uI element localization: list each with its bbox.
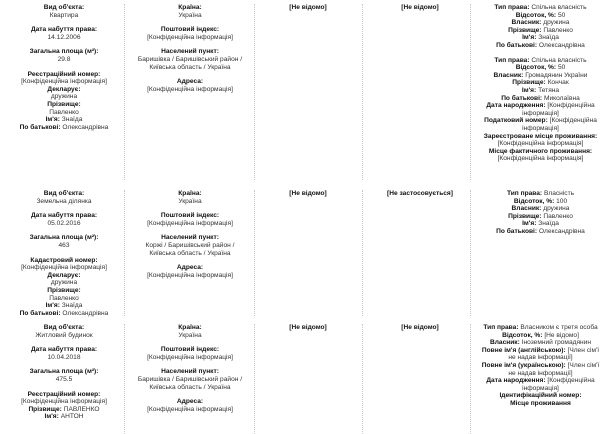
- object-column: [8, 324, 120, 421]
- settlement-value: Баришівка / Баришівський район / Київська область / Україна: [137, 55, 243, 71]
- acq-date-value: 10.04.2018: [47, 353, 81, 361]
- share-value: 100: [556, 197, 568, 205]
- reg-no-label: Реєстраційний номер:: [27, 70, 101, 78]
- owner-value: Іноземний громадянин: [521, 339, 592, 347]
- postal-label: Поштовий індекс:: [160, 26, 220, 34]
- value-status: [Не застосовується]: [387, 190, 453, 197]
- birth-date-value: [Конфіденційна інформація]: [522, 102, 595, 117]
- acq-date-value: 05.02.2016: [47, 219, 81, 227]
- object-type-label: Вид об'єкта:: [43, 4, 85, 11]
- object-type-value: Земельна ділянка: [36, 197, 92, 205]
- rights-column: [478, 190, 603, 236]
- postal-value: [Конфіденційна інформація]: [147, 219, 233, 227]
- address-value: [Конфіденційна інформація]: [147, 271, 233, 279]
- full-name-en-value: [Член сім'ї не надав інформації]: [508, 346, 600, 362]
- birth-date-label: Дата народження:: [486, 102, 546, 110]
- surname-value: Павленко: [49, 294, 79, 302]
- right-type-label: Тип права:: [483, 324, 519, 331]
- reg-no-label: Реєстраційний номер:: [27, 390, 101, 398]
- name-label: Ім'я:: [521, 86, 537, 94]
- area-label: Загальна площа (м²):: [29, 234, 99, 242]
- table-row: [0, 190, 610, 316]
- full-name-ua-value: [Член сім'ї не надав інформації]: [508, 361, 600, 377]
- country-value: Україна: [178, 197, 202, 205]
- value-status: [Не відомо]: [401, 4, 439, 11]
- declarant-value: дружина: [50, 93, 78, 101]
- right-type-value: Власність: [543, 190, 575, 197]
- object-column: [8, 190, 120, 317]
- cadastral-no-label: Кадастровий номер:: [30, 256, 98, 264]
- cost-status: [Не відомо]: [289, 190, 327, 197]
- surname-label: Прізвище:: [47, 100, 81, 108]
- right-type-value: Власником є третя особа: [520, 324, 598, 331]
- postal-value: [Конфіденційна інформація]: [147, 353, 233, 361]
- rights-column: [478, 4, 603, 163]
- area-label: Загальна площа (м²):: [29, 48, 99, 56]
- area-value: 463: [58, 241, 70, 249]
- value-status: [Не відомо]: [401, 324, 439, 331]
- owner-value: дружина: [543, 205, 570, 213]
- share-value: [Не відомо]: [544, 331, 579, 339]
- surname-label: Прізвище:: [47, 286, 81, 294]
- country-value: Україна: [178, 11, 202, 19]
- patronymic-value: Олександрівна: [538, 41, 585, 49]
- share-label: Відсоток, %:: [515, 11, 557, 19]
- area-value: 475.5: [55, 375, 73, 383]
- postal-value: [Конфіденційна інформація]: [147, 33, 233, 41]
- declarant-value: дружина: [50, 279, 78, 287]
- acq-date-value: 14.12.2006: [47, 33, 81, 41]
- patronymic-value: Миколаївна: [543, 94, 580, 102]
- share-label: Відсоток, %:: [513, 197, 555, 205]
- patronymic-value: Олександрівна: [62, 123, 109, 131]
- area-value: 29.8: [57, 55, 71, 63]
- settlement-label: Населений пункт:: [161, 234, 219, 242]
- object-type-value: Житловий будинок: [35, 331, 93, 339]
- declarant-label: Декларує:: [47, 85, 81, 93]
- owner-value: Громадянин України: [525, 71, 588, 79]
- table-row: [0, 4, 610, 180]
- object-column: [8, 4, 120, 131]
- tax-no-value: [Конфіденційна інформація]: [522, 117, 597, 132]
- right-type-value: Спільна власність: [531, 4, 587, 11]
- id-no-label: Ідентифікаційний номер:: [499, 392, 582, 400]
- object-type-label: Вид об'єкта:: [43, 324, 85, 331]
- name-value: Знаїда: [538, 220, 559, 228]
- birth-date-value: [Конфіденційна інформація]: [522, 377, 595, 392]
- name-label: Ім'я:: [45, 116, 60, 124]
- surname-label: Прізвище:: [508, 26, 542, 34]
- area-label: Загальна площа (м²):: [29, 368, 99, 376]
- reg-residence-label: Зареєстроване місце проживання:: [483, 132, 598, 140]
- address-value: [Конфіденційна інформація]: [147, 85, 233, 93]
- object-type-value: Квартира: [49, 11, 79, 19]
- share-value: 50: [557, 64, 566, 72]
- name-value: Знаїда: [61, 116, 83, 124]
- right-type-label: Тип права:: [494, 56, 530, 64]
- declarant-label: Декларує:: [47, 271, 81, 279]
- patronymic-label: По батькові:: [19, 123, 61, 131]
- actual-residence-label: Місце фактичного проживання:: [488, 147, 593, 155]
- surname-value: Павленко: [543, 212, 573, 220]
- rights-column: [478, 324, 603, 408]
- name-value: Знаїда: [61, 302, 83, 310]
- object-type-label: Вид об'єкта:: [43, 190, 85, 197]
- share-label: Відсоток, %:: [515, 64, 557, 72]
- postal-label: Поштовий індекс:: [160, 346, 220, 354]
- acq-date-label: Дата набуття права:: [30, 346, 98, 354]
- share-label: Відсоток, %:: [502, 331, 543, 339]
- owner-label: Власник:: [493, 71, 524, 79]
- settlement-label: Населений пункт:: [161, 48, 219, 56]
- name-value: АНТОН: [60, 413, 84, 421]
- settlement-value: Баришівка / Баришівський район / Київська область / Україна: [137, 375, 243, 391]
- surname-value: ПАВЛЕНКО: [63, 405, 100, 413]
- patronymic-value: Олександрівна: [62, 309, 109, 317]
- location-column: [134, 4, 246, 93]
- surname-label: Прізвище:: [508, 212, 542, 220]
- name-label: Ім'я:: [522, 220, 537, 228]
- right-type-label: Тип права:: [506, 190, 543, 197]
- full-name-ua-label: Повне ім'я (українською):: [481, 361, 566, 369]
- acq-date-label: Дата набуття права:: [30, 212, 98, 220]
- settlement-label: Населений пункт:: [161, 368, 219, 376]
- owner-value: дружина: [543, 19, 570, 27]
- right-type-label: Тип права:: [494, 4, 530, 11]
- actual-residence-value: [Конфіденційна інформація]: [497, 155, 584, 163]
- full-name-en-label: Повне ім'я (англійською):: [481, 346, 566, 354]
- name-value: Тетяна: [538, 86, 560, 94]
- address-label: Адреса:: [176, 398, 204, 406]
- address-value: [Конфіденційна інформація]: [147, 405, 233, 413]
- postal-label: Поштовий індекс:: [160, 212, 220, 220]
- owner-label: Власник:: [511, 19, 542, 27]
- acq-date-label: Дата набуття права:: [30, 26, 98, 34]
- address-label: Адреса:: [176, 78, 204, 86]
- owner-label: Власник:: [489, 339, 520, 347]
- name-label: Ім'я:: [44, 413, 59, 421]
- name-label: Ім'я:: [522, 34, 537, 42]
- right-type-value: Спільна власність: [531, 56, 587, 64]
- cadastral-no-value: [Конфіденційна інформація]: [21, 264, 107, 272]
- residence-label: Місце проживання: [510, 399, 571, 407]
- surname-value: Кончак: [547, 79, 569, 87]
- address-label: Адреса:: [176, 264, 204, 272]
- patronymic-label: По батькові:: [501, 94, 543, 102]
- surname-value: Павленко: [49, 108, 79, 116]
- surname-value: Павленко: [543, 26, 573, 34]
- patronymic-label: По батькові:: [496, 227, 538, 235]
- location-column: [134, 324, 246, 413]
- surname-label: Прізвище:: [512, 79, 546, 87]
- reg-residence-value: [Конфіденційна інформація]: [497, 140, 584, 148]
- reg-no-value: [Конфіденційна інформація]: [21, 78, 107, 86]
- settlement-value: Коржі / Баришівський район / Київська область / Україна: [145, 241, 235, 257]
- share-value: 50: [557, 11, 566, 19]
- patronymic-label: По батькові:: [496, 41, 538, 49]
- patronymic-label: По батькові:: [19, 309, 61, 317]
- owner-label: Власник:: [511, 205, 542, 213]
- country-label: Країна:: [178, 324, 202, 331]
- country-label: Країна:: [178, 190, 202, 197]
- cost-status: [Не відомо]: [289, 4, 327, 11]
- country-label: Країна:: [178, 4, 202, 11]
- reg-no-value: [Конфіденційна інформація]: [21, 398, 107, 406]
- name-value: Знаїда: [538, 34, 559, 42]
- country-value: Україна: [178, 331, 202, 339]
- birth-date-label: Дата народження:: [486, 377, 546, 385]
- name-label: Ім'я:: [45, 302, 60, 310]
- patronymic-value: Олександрівна: [538, 227, 585, 235]
- tax-no-label: Податковий номер:: [484, 117, 548, 125]
- cost-status: [Не відомо]: [289, 324, 327, 331]
- table-row: [0, 324, 610, 434]
- location-column: [134, 190, 246, 279]
- surname-label: Прізвище:: [28, 405, 62, 413]
